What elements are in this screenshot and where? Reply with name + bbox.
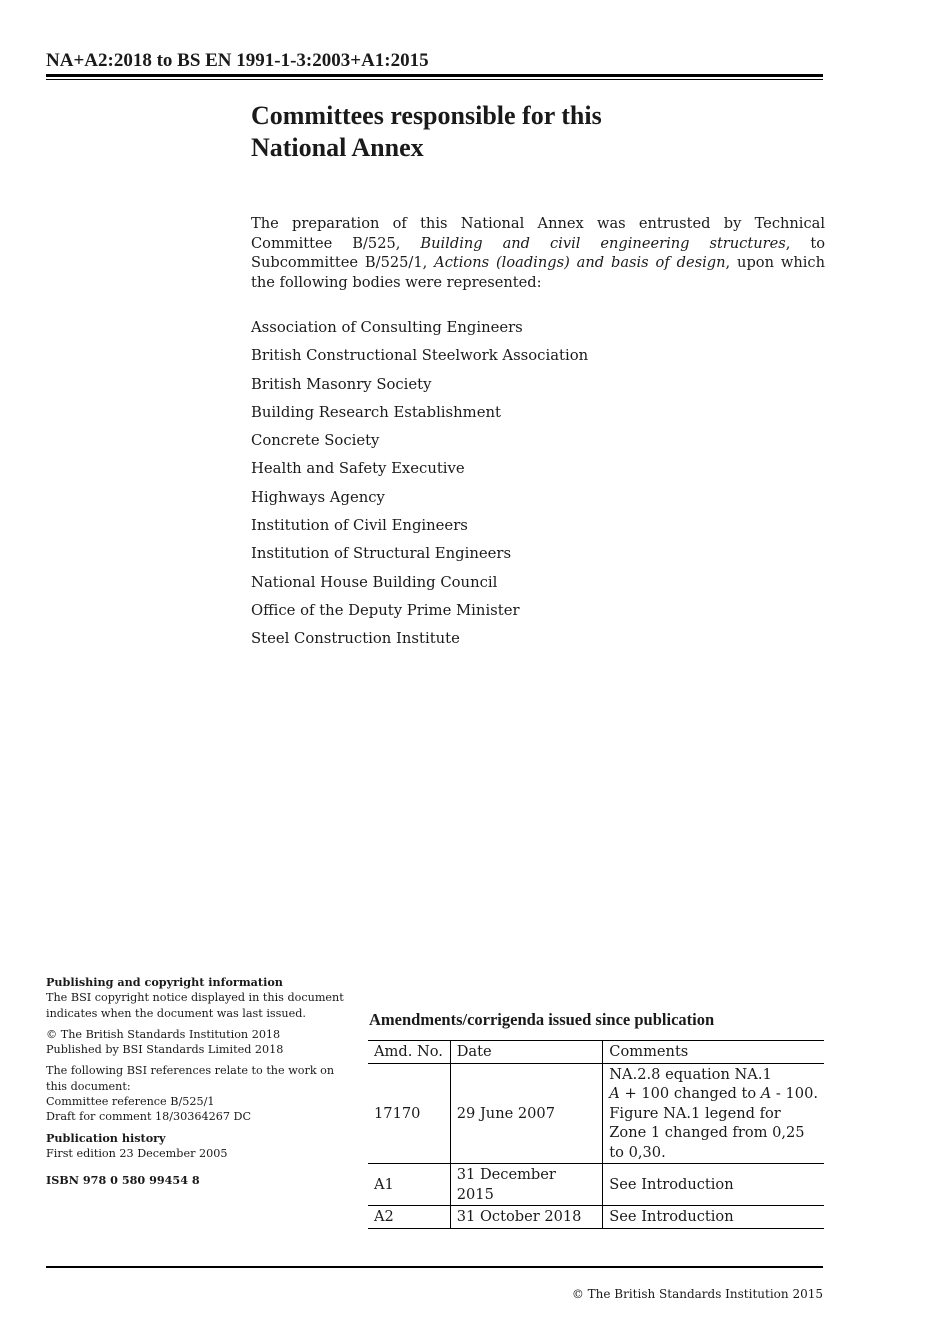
publishing-info <box>46 975 346 1189</box>
document-header-title: NA+A2:2018 to BS EN 1991-1-3:2003+A1:2015 <box>46 50 429 71</box>
list-item: Highways Agency <box>251 488 385 506</box>
comment-line: Zone 1 changed from 0,25 <box>609 1124 805 1141</box>
amendments-title: Amendments/corrigenda issued since publication <box>369 1010 715 1029</box>
intro-paragraph <box>251 214 825 292</box>
amd-comment <box>603 1063 824 1164</box>
list-item: Institution of Civil Engineers <box>251 517 468 535</box>
committee-reference: Committee reference B/525/1 <box>46 1095 215 1109</box>
list-item: Health and Safety Executive <box>251 460 465 478</box>
equation-variable: A <box>760 1085 772 1102</box>
amd-number: A2 <box>374 1208 394 1225</box>
list-item: Concrete Society <box>251 432 380 450</box>
intro-text-3: , upon which the following bodies were represented: <box>251 254 825 291</box>
references-intro: The following BSI references relate to the work on this document: <box>46 1064 335 1093</box>
committee-title: Building and civil engineering structures <box>420 234 786 252</box>
table-row <box>368 1164 824 1206</box>
amendments-table <box>368 1040 824 1229</box>
copyright-line: © The British Standards Institution 2018 <box>46 1027 281 1041</box>
first-edition: First edition 23 December 2005 <box>46 1146 228 1160</box>
table-row <box>368 1206 824 1229</box>
comment-text: + 100 changed to <box>619 1085 761 1102</box>
subcommittee-title: Actions (loadings) and basis of design <box>434 254 726 271</box>
amd-date: 31 October 2018 <box>450 1206 603 1229</box>
column-header-amd-no: Amd. No. <box>374 1043 443 1060</box>
equation-variable: A <box>609 1085 620 1102</box>
comment-line <box>609 1084 818 1104</box>
comment-text: - 100. <box>771 1085 818 1102</box>
draft-reference: Draft for comment 18/30364267 DC <box>46 1110 252 1124</box>
page-title-line-1: Committees responsible for this <box>251 101 602 130</box>
footer-rule <box>46 1266 823 1268</box>
list-item: Office of the Deputy Prime Minister <box>251 601 520 619</box>
footer-copyright: © The British Standards Institution 2015 <box>571 1287 823 1301</box>
table-row <box>368 1063 824 1164</box>
list-item: Association of Consulting Engineers <box>251 319 523 336</box>
comment-line: to 0,30. <box>609 1143 666 1161</box>
comment-line: NA.2.8 equation NA.1 <box>609 1065 772 1083</box>
list-item: British Masonry Society <box>251 375 432 393</box>
amd-comment: See Introduction <box>603 1164 824 1206</box>
amd-date: 31 December 2015 <box>450 1164 603 1206</box>
publication-history-heading: Publication history <box>46 1130 166 1145</box>
intro-text-1: The preparation of this National Annex was entrusted by Technical Committee B/525, <box>251 215 825 252</box>
amd-date: 29 June 2007 <box>450 1063 603 1164</box>
amd-number: 17170 <box>374 1104 421 1122</box>
header-rule-thick <box>46 74 823 77</box>
represented-bodies-list <box>251 318 588 658</box>
page-title <box>251 100 811 164</box>
intro-text-2: , to Subcommittee B/525/1, <box>251 234 825 271</box>
amd-comment: See Introduction <box>603 1206 824 1229</box>
column-header-comments: Comments <box>603 1041 824 1064</box>
list-item: Steel Construction Institute <box>251 630 460 648</box>
list-item: National House Building Council <box>251 573 498 591</box>
amd-number: A1 <box>374 1175 394 1193</box>
copyright-notice: The BSI copyright notice displayed in this document indicates when the document was last issued. <box>46 991 344 1020</box>
isbn: ISBN 978 0 580 99454 8 <box>46 1173 200 1188</box>
comment-line: Figure NA.1 legend for <box>609 1104 781 1122</box>
list-item: Institution of Structural Engineers <box>251 545 512 563</box>
page-title-line-2: National Annex <box>251 133 424 162</box>
list-item: British Constructional Steelwork Association <box>251 347 589 365</box>
published-by: Published by BSI Standards Limited 2018 <box>46 1043 284 1057</box>
table-header-row <box>368 1041 824 1064</box>
header-rule-thin <box>46 79 823 80</box>
publishing-heading: Publishing and copyright information <box>46 975 283 989</box>
list-item: Building Research Establishment <box>251 403 501 421</box>
column-header-date: Date <box>450 1041 603 1064</box>
